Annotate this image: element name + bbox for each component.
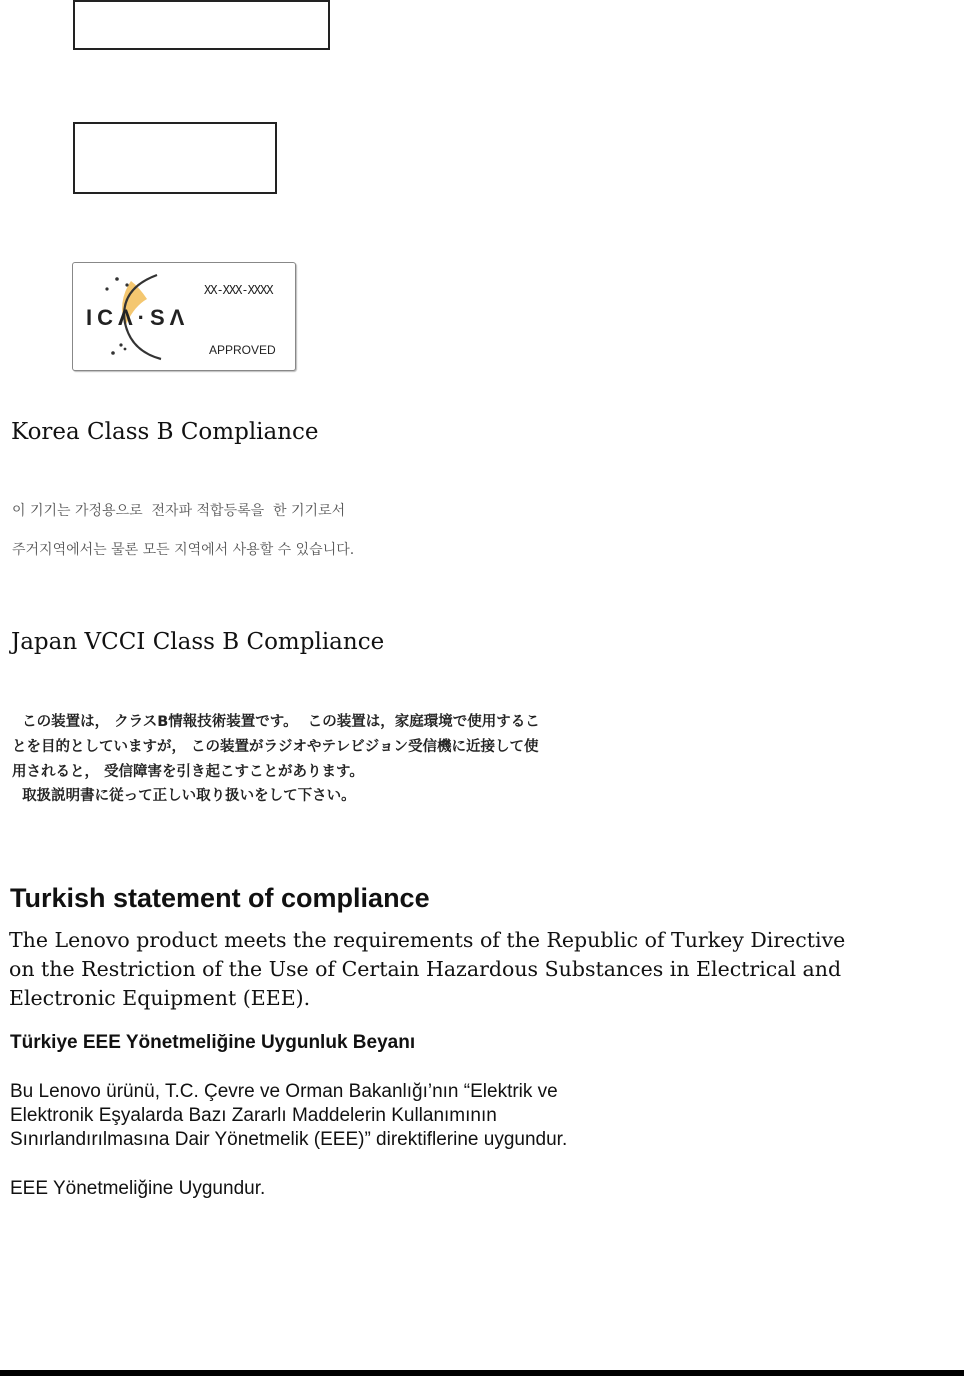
blank-label-box-top bbox=[73, 0, 330, 50]
japan-statement-line: この装置は， クラスB情報技術装置です。 この装置は，家庭環境で使用するこ bbox=[12, 714, 540, 730]
japan-statement-line: 取扱説明書に従って正しい取り扱いをして下さい。 bbox=[12, 788, 356, 804]
turkish-subheading: Türkiye EEE Yönetmeliğine Uygunluk Beyanı bbox=[10, 1032, 416, 1053]
korea-heading: Korea Class B Compliance bbox=[11, 419, 319, 445]
japan-statement-line: 用されると， 受信障害を引き起こすことがあります。 bbox=[12, 764, 364, 780]
icasa-approval-number: XX-XXX-XXXX bbox=[204, 283, 273, 297]
japan-heading: Japan VCCI Class B Compliance bbox=[11, 629, 385, 655]
icasa-approval-label bbox=[72, 262, 296, 371]
turkish-conformity-line: EEE Yönetmeliğine Uygundur. bbox=[10, 1178, 266, 1199]
turkish-heading: Turkish statement of compliance bbox=[10, 883, 430, 913]
icasa-approved-text: APPROVED bbox=[209, 343, 276, 357]
turkish-statement-line: Bu Lenovo ürünü, T.C. Çevre ve Orman Bakanlığı’nın “Elektrik ve bbox=[10, 1081, 558, 1102]
page-bottom-rule bbox=[0, 1370, 964, 1376]
japan-statement-line: とを目的としていますが， この装置がラジオやテレビジョン受信機に近接して使 bbox=[12, 739, 539, 755]
korea-statement-line: 주거지역에서는 물론 모든 지역에서 사용할 수 있습니다. bbox=[12, 542, 355, 558]
turkish-statement-line: Sınırlandırılmasına Dair Yönetmelik (EEE)” direktiflerine uygundur. bbox=[10, 1129, 568, 1150]
turkish-statement-line: Elektronik Eşyalarda Bazı Zararlı Maddelerin Kullanımının bbox=[10, 1105, 497, 1126]
turkish-paragraph: The Lenovo product meets the requirements of the Republic of Turkey Directive on the Restriction of the Use of Certain Hazardous Substances in Electrical and Electronic Equipment (EEE). bbox=[9, 928, 846, 1010]
korea-statement-line: 이 기기는 가정용으로 전자파 적합등록을 한 기기로서 bbox=[12, 503, 346, 519]
icasa-logo-text: ICΛ·SΛ bbox=[86, 305, 190, 330]
blank-label-box-middle bbox=[73, 122, 277, 194]
